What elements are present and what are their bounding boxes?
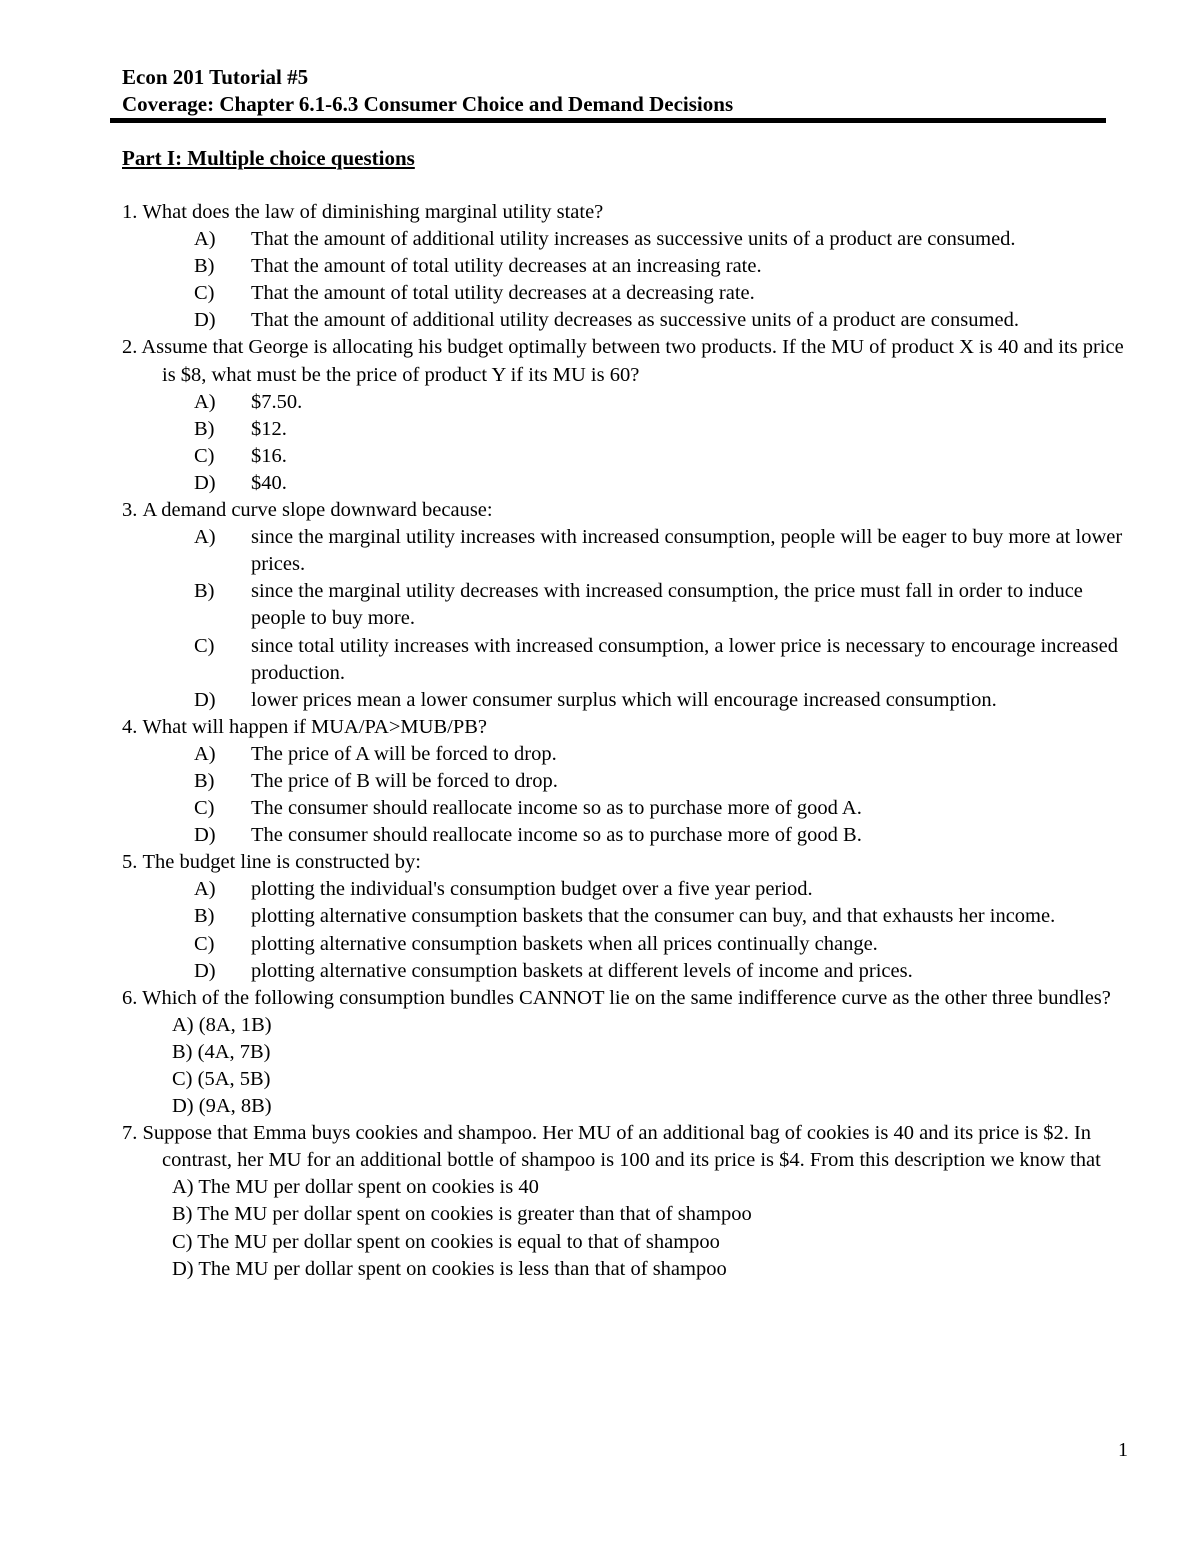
option-text: plotting alternative consumption baskets when all prices continually change. (251, 932, 878, 955)
answer-option (122, 524, 1132, 578)
question-stem (122, 334, 1132, 388)
answer-option: A) (8A, 1B) (172, 1013, 272, 1036)
answer-option (122, 822, 1132, 849)
option-text: The consumer should reallocate income so as to purchase more of good A. (251, 797, 862, 820)
question-number: 5. (122, 851, 143, 874)
answer-option (122, 876, 1132, 903)
option-letter: B) (194, 769, 215, 792)
answer-option: B) (4A, 7B) (172, 1040, 271, 1063)
option-text: $16. (251, 444, 287, 467)
questions-list (122, 199, 1132, 1283)
answer-option (122, 307, 1132, 334)
doc-title: Econ 201 Tutorial #5 (122, 65, 309, 89)
option-text: plotting alternative consumption baskets at different levels of income and prices. (251, 959, 913, 982)
option-text: $7.50. (251, 390, 303, 413)
answer-option (122, 470, 1132, 497)
option-text: since the marginal utility decreases with increased consumption, the price must fall in order to induce people to buy more. (251, 580, 1083, 630)
option-letter: A) (194, 742, 216, 765)
option-letter: B) (194, 255, 215, 278)
doc-coverage: Coverage: Chapter 6.1-6.3 Consumer Choice and Demand Decisions (122, 92, 734, 116)
question-text: Suppose that Emma buys cookies and shampoo. Her MU of an additional bag of cookies is 40 and its price is $2. In contrast, her MU for an additional bottle of shampoo is 100 and its price is $4. From this description we know that (142, 1122, 1101, 1172)
question-text: Assume that George is allocating his budget optimally between two products. If the MU of product X is 40 and its price is $8, what must be the price of product Y if its MU is 60? (141, 336, 1124, 386)
option-letter: C) (194, 282, 215, 305)
option-letter: A) (194, 526, 216, 549)
question-text: The budget line is constructed by: (142, 851, 421, 874)
question-stem (122, 497, 1132, 524)
answer-option (122, 253, 1132, 280)
question-number: 6. (122, 986, 143, 1009)
option-letter: C) (194, 932, 215, 955)
answer-option (122, 578, 1132, 632)
question-4 (122, 714, 1132, 849)
answer-option (122, 443, 1132, 470)
answer-option (122, 741, 1132, 768)
answer-option (122, 795, 1132, 822)
answer-option: A) The MU per dollar spent on cookies is 40 (172, 1176, 539, 1199)
question-1 (122, 199, 1132, 334)
option-letter: D) (194, 959, 216, 982)
option-text: lower prices mean a lower consumer surplus which will encourage increased consumption. (251, 688, 997, 711)
question-text: What does the law of diminishing marginal utility state? (142, 201, 604, 223)
page-number: 1 (1118, 1439, 1128, 1461)
answer-option (122, 768, 1132, 795)
option-text: since total utility increases with increased consumption, a lower price is necessary to encourage increased production. (251, 634, 1118, 684)
option-text: The consumer should reallocate income so as to purchase more of good B. (251, 824, 862, 847)
option-text: That the amount of additional utility decreases as successive units of a product are consumed. (251, 309, 1019, 332)
question-number: 1. (122, 201, 143, 223)
option-text: That the amount of additional utility increases as successive units of a product are consumed. (251, 228, 1016, 251)
answer-option (122, 633, 1132, 687)
question-text: What will happen if MUA/PA>MUB/PB? (142, 715, 487, 738)
option-letter: D) (194, 824, 216, 847)
option-letter: A) (194, 878, 216, 901)
answer-option (122, 416, 1132, 443)
question-stem (122, 849, 1132, 876)
question-2 (122, 334, 1132, 497)
option-letter: C) (194, 444, 215, 467)
question-3 (122, 497, 1132, 714)
question-number: 2. (122, 336, 142, 359)
question-text: Which of the following consumption bundles CANNOT lie on the same indifference curve as the other three bundles? (142, 986, 1111, 1009)
answer-option (122, 931, 1132, 958)
answer-option: C) (5A, 5B) (172, 1068, 271, 1090)
option-letter: B) (194, 580, 215, 603)
question-text: A demand curve slope downward because: (142, 499, 493, 522)
question-stem (122, 199, 1132, 226)
answer-option (122, 389, 1132, 416)
option-letter: B) (194, 905, 215, 928)
question-number: 3. (122, 499, 143, 522)
question-stem (122, 714, 1132, 741)
option-letter: C) (194, 797, 215, 820)
option-text: The price of B will be forced to drop. (251, 769, 558, 792)
header-rule (110, 118, 1106, 123)
option-text: since the marginal utility increases with increased consumption, people will be eager to buy more at lower prices. (251, 526, 1123, 576)
answer-option: C) The MU per dollar spent on cookies is equal to that of shampoo (172, 1230, 720, 1253)
option-letter: B) (194, 417, 215, 440)
answer-option: D) (9A, 8B) (172, 1095, 272, 1118)
question-number: 4. (122, 715, 143, 738)
answer-option (122, 226, 1132, 253)
option-text: The price of A will be forced to drop. (251, 742, 557, 765)
option-text: $12. (251, 417, 287, 440)
answer-option (122, 280, 1132, 307)
question-5 (122, 849, 1132, 984)
option-text: $40. (251, 471, 287, 494)
answer-option (122, 903, 1132, 930)
question-6 (122, 985, 1132, 1120)
answer-option: B) The MU per dollar spent on cookies is greater than that of shampoo (172, 1203, 752, 1226)
option-text: plotting the individual's consumption budget over a five year period. (251, 878, 813, 901)
question-stem (122, 1120, 1132, 1174)
part-title: Part I: Multiple choice questions (122, 146, 415, 170)
answer-option (122, 687, 1132, 714)
option-letter: A) (194, 228, 216, 251)
answer-option: D) The MU per dollar spent on cookies is less than that of shampoo (172, 1257, 727, 1280)
question-stem (122, 985, 1132, 1012)
question-number: 7. (122, 1122, 143, 1145)
option-letter: C) (194, 634, 215, 657)
question-7 (122, 1120, 1132, 1283)
option-letter: D) (194, 309, 216, 332)
option-text: That the amount of total utility decreases at a decreasing rate. (251, 282, 755, 305)
option-text: plotting alternative consumption baskets that the consumer can buy, and that exhausts her income. (251, 905, 1056, 928)
answer-option (122, 958, 1132, 985)
option-letter: A) (194, 390, 216, 413)
option-letter: D) (194, 688, 216, 711)
option-text: That the amount of total utility decreases at an increasing rate. (251, 255, 762, 278)
option-letter: D) (194, 471, 216, 494)
